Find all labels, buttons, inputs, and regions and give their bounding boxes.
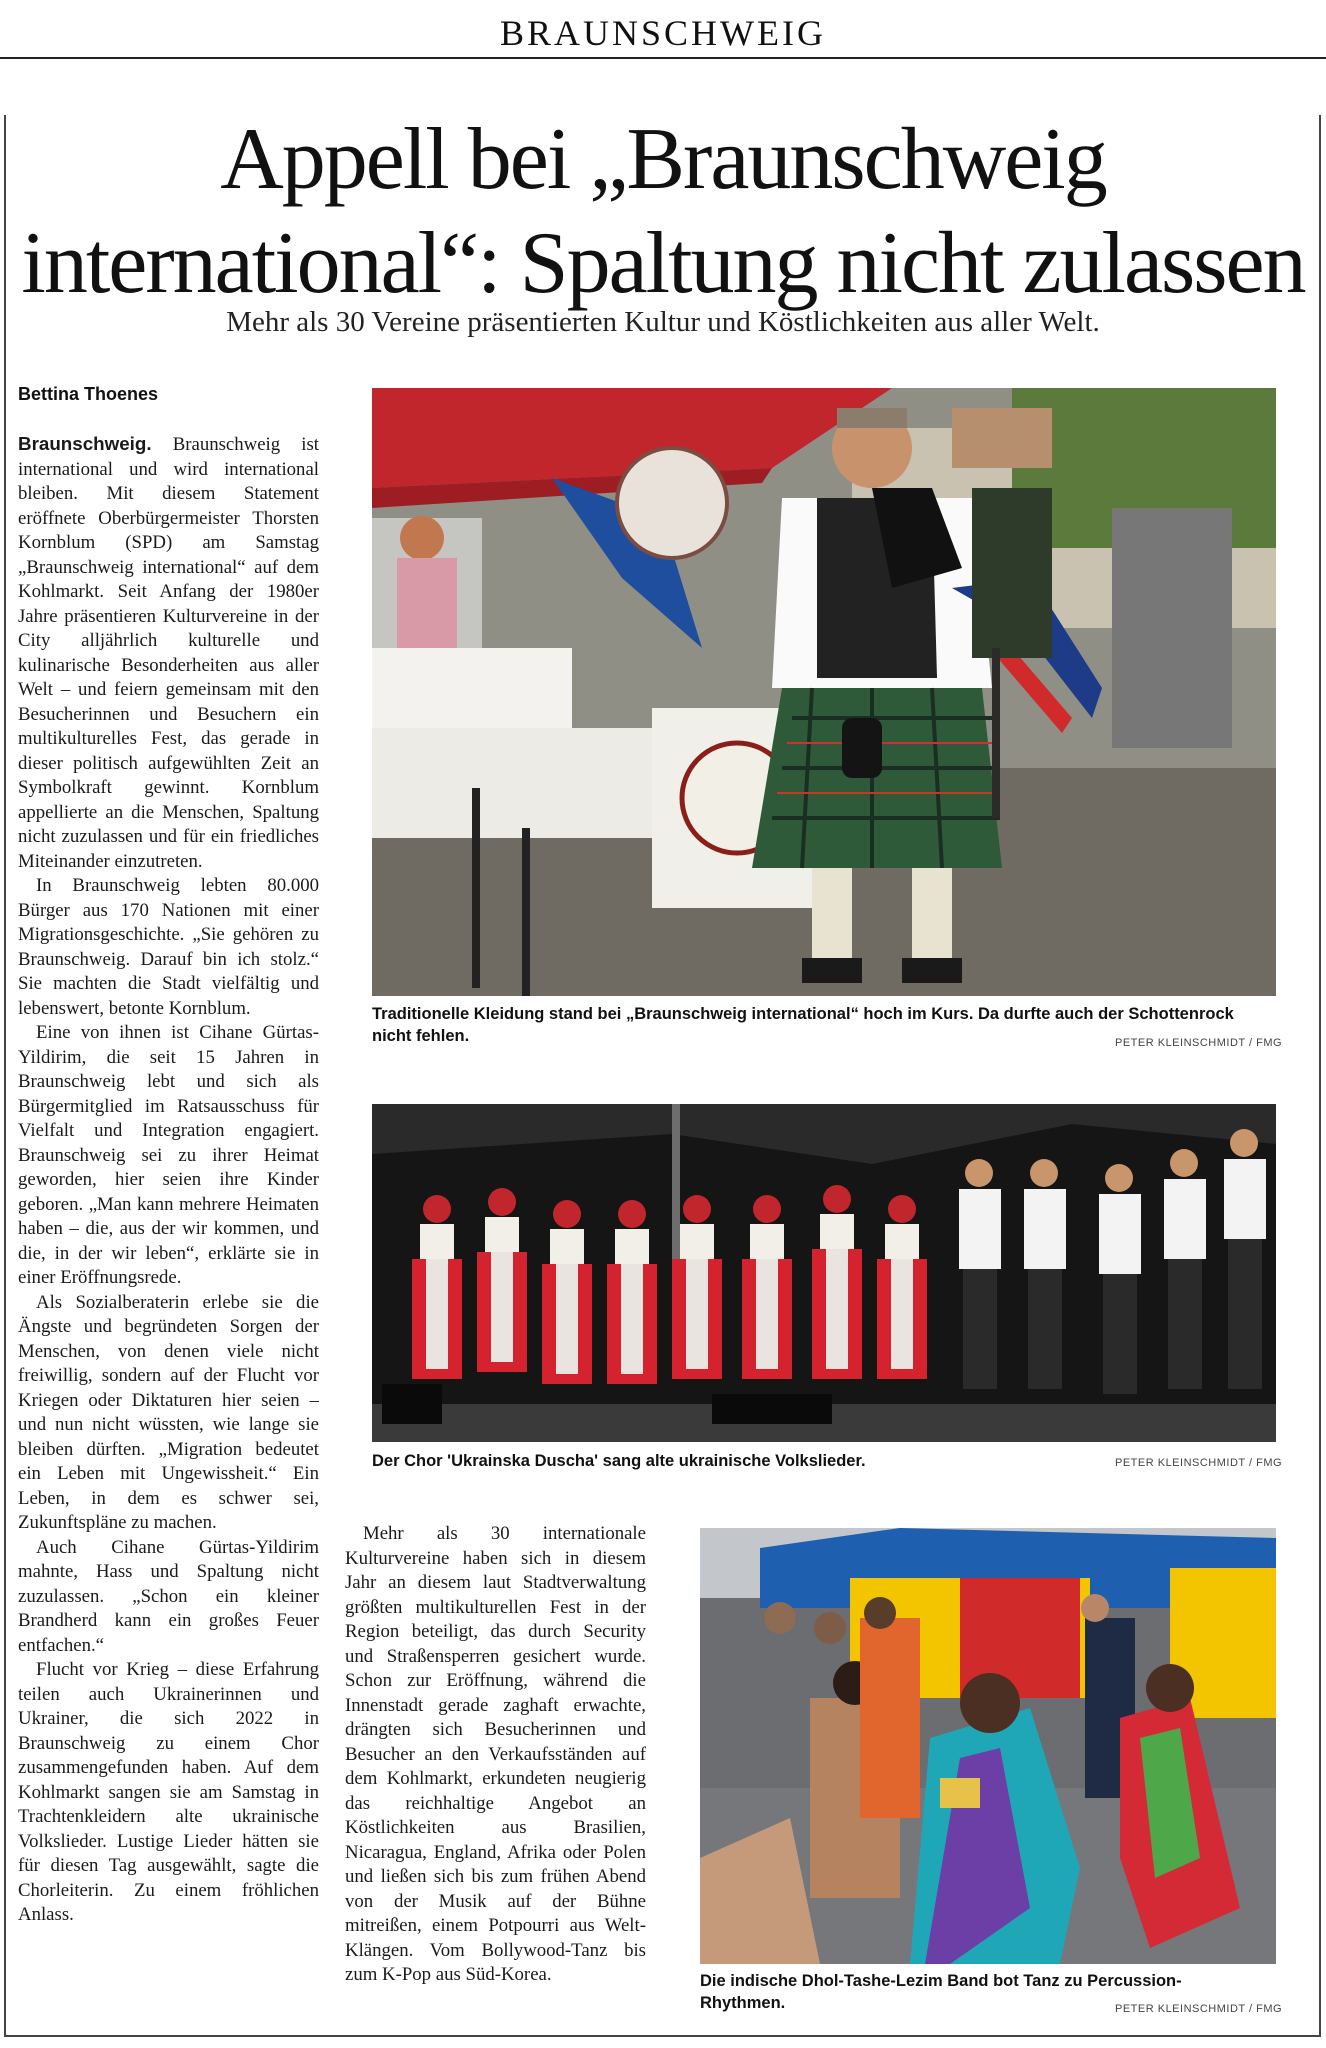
photo-caption-3: Die indische Dhol-Tashe-Lezim Band bot Tanz zu Percussion-Rhythmen. — [700, 1972, 1182, 2012]
paragraph-7: Mehr als 30 internationale Kulturvereine haben sich in diesem Jahr an diesem laut Stadtverwaltung größten multikulturellen Fest in der Region beteiligt, das durch Security und Straßensperren gesichert wurde. Schon zur Eröffnung, während die Innenstadt gerade zaghaft erwachte, drängten sich Besucherinnen und Besucher an den Verkaufsständen auf dem Kohlmarkt, erkundeten neugierig das reichhaltige Angebot an Köstlichkeiten aus Brasilien, Nicaragua, England, Afrika oder Polen und ließen sich bis zum frühen Abend von der Musik auf der Bühne mitreißen, einem Potpourri aus Welt-Klängen. Vom Bollywood-Tanz bis zum K-Pop aus Süd-Korea. — [345, 1523, 646, 1985]
paragraph-3: Eine von ihnen ist Cihane Gürtas-Yildirim, die seit 15 Jahren in Braunschweig lebt und sich als Bürgermitglied im Ratsausschuss für Vielfalt und Integration engagiert. Braunschweig sei zu ihrer Heimat geworden, hier seien ihre Kinder geboren. „Man kann mehrere Heimaten haben – die, aus der wir kommen, und die, in der wir leben“, erklärte sie in einer Eröffnungsrede. — [18, 1022, 319, 1288]
photo-credit-2: PETER KLEINSCHMIDT / FMG — [1115, 1457, 1283, 1469]
headline-line-2: international“: Spaltung nicht zulassen — [21, 215, 1305, 312]
photo-bagpiper — [372, 388, 1276, 996]
bottom-rule — [4, 2035, 1321, 2037]
frame-left-rule — [4, 115, 6, 2035]
section-header — [0, 0, 1326, 56]
choir-image — [372, 1104, 1276, 1442]
photo-choir — [372, 1104, 1276, 1442]
photo-dance — [700, 1528, 1276, 1964]
section-rule — [0, 57, 1326, 59]
paragraph-2: In Braunschweig lebten 80.000 Bürger aus 170 Nationen mit einer Migrationsgeschichte. „Sie gehören zu Braunschweig. Darauf bin ich stolz.“ Sie machten die Stadt vielfältig und lebenswert, betonte Kornblum. — [18, 875, 319, 1019]
byline: Bettina Thoenes — [18, 384, 159, 404]
paragraph-4: Als Sozialberaterin erlebe sie die Ängste und begründeten Sorgen der Menschen, von denen viele nicht freiwillig, sondern auf der Flucht vor Kriegen oder Diktaturen hier seien – und nun nicht wüssten, wie lange sie bleiben dürften. „Migration bedeutet ein Leben mit Ungewissheit.“ Ein Leben, in dem es schwer sei, Zukunftspläne zu machen. — [18, 1291, 319, 1533]
article-column-2 — [345, 1522, 646, 2032]
dance-image — [700, 1528, 1276, 1964]
photo-credit-1: PETER KLEINSCHMIDT / FMG — [1115, 1037, 1283, 1049]
paragraph-5: Auch Cihane Gürtas-Yildirim mahnte, Hass und Spaltung nicht zuzulassen. „Schon ein kleiner Brandherd kann ein großes Feuer entfachen.“ — [18, 1536, 319, 1656]
frame-right-rule — [1319, 115, 1321, 2035]
photo-credit-3: PETER KLEINSCHMIDT / FMG — [1115, 2003, 1283, 2015]
dateline: Braunschweig. — [18, 433, 152, 454]
paragraph-1 — [18, 432, 319, 874]
section-title: BRAUNSCHWEIG — [499, 13, 826, 53]
paragraph-1-text: Braunschweig ist international und wird international bleiben. Mit diesem Statement eröffnete Oberbürgermeister Thorsten Kornblum (SPD) am Samstag „Braunschweig international“ auf dem Kohlmarkt. Seit Anfang der 1980er Jahre präsentieren Kulturvereine in der City alljährlich kulturelle und kulinarische Besonderheiten aus aller Welt – und feiern gemeinsam mit den Besucherinnen und Besuchern ein multikulturelles Fest, das gerade in dieser politisch aufgewühlten Zeit an Symbolkraft gewinnt. Kornblum appellierte an die Menschen, Spaltung nicht zuzulassen und für ein friedliches Miteinander einzutreten. — [18, 434, 319, 872]
photo-caption-1: Traditionelle Kleidung stand bei „Braunschweig international“ hoch im Kurs. Da durfte auch der Schottenrock nicht fehlen. — [372, 1005, 1234, 1045]
article-column-1 — [18, 432, 319, 2024]
paragraph-6: Flucht vor Krieg – diese Erfahrung teilen auch Ukrainerinnen und Ukrainer, die sich 2022 in Braunschweig zu einem Chor zusammengefunden haben. Auf dem Kohlmarkt sangen sie am Samstag in Trachtenkleidern alte ukrainische Volkslieder. Lustige Lieder hätten sie für diesen Tag ausgewählt, sagte die Chorleiterin. Zu einem fröhlichen Anlass. — [18, 1659, 319, 1925]
photo-caption-2: Der Chor 'Ukrainska Duscha' sang alte ukrainische Volkslieder. — [372, 1452, 866, 1470]
subheadline: Mehr als 30 Vereine präsentierten Kultur und Köstlichkeiten aus aller Welt. — [226, 306, 1100, 338]
headline-line-1: Appell bei „Braunschweig — [220, 111, 1106, 208]
headline — [0, 108, 1326, 316]
bagpiper-image — [372, 388, 1276, 996]
